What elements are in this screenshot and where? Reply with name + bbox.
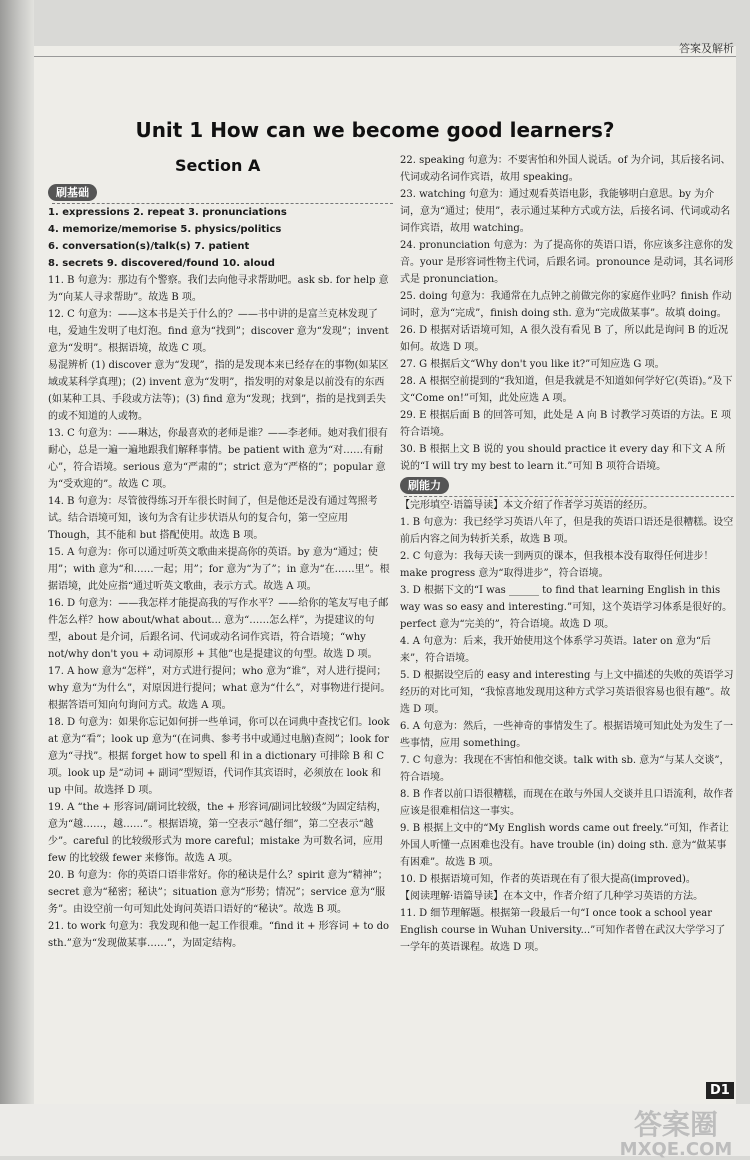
explanation: 18. D 句意为：如果你忘记如何拼一些单词，你可以在词典中查找它们。look at 意为“看”；look up 意为“(在词典、参考书中或通过电脑)查阅”；look for 意为“寻找”。根据 forget how to spell 和 in a dictionary 可排除 B 和 C 项。look up 是“动词 + 副词”型短语，代词作其宾语时，必须放在 look 和 up 中间。故选择 D 项。 (48, 717, 390, 796)
explanation: 22. speaking 句意为：不要害怕和外国人说话。of 为介词，其后接名词、代词或动名词作宾语，故用 speaking。 (400, 155, 731, 183)
explanation: 2. C 句意为：我每天读一到两页的课本，但我根本没有取得任何进步！make progress 意为“取得进步”，符合语境。 (400, 551, 714, 579)
explanation: 26. D 根据对话语境可知，A 很久没有看见 B 了，所以此是询问 B 的近况如何。故选 D 项。 (400, 325, 729, 353)
explanation: 4. A 句意为：后来，我开始使用这个体系学习英语。later on 意为“后来”，符合语境。 (400, 636, 711, 664)
explanation: 13. C 句意为：——琳达，你最喜欢的老师是谁？——李老师。她对我们很有耐心，总是一遍一遍地跟我们解释事情。be patient with 意为“对……有耐心”，符合语境。serious 意为“严肃的”；strict 意为“严格的”；popular 意为“受欢迎的”。故选 C 项。 (48, 428, 388, 490)
explanation: 17. A how 意为“怎样”，对方式进行提问；who 意为“谁”，对人进行提问；why 意为“为什么”，对原因进行提问；what 意为“什么”，对事物进行提问。根据答语可知向句询问方式。故选 A 项。 (48, 666, 391, 711)
explanation: 6. A 句意为：然后，一些神奇的事情发生了。根据语境可知此处为发生了一些事情，应用 something。 (400, 721, 734, 749)
explanation: 8. B 作者以前口语很糟糕，而现在在敢与外国人交谈并且口语流利，故作者应该是很难相信这一事实。 (400, 789, 734, 817)
right-column (400, 152, 734, 956)
explanation: 5. D 根据设空后的 easy and interesting 与上文中描述的失败的英语学习经历的对比可知，“我惊喜地发现用这种方式学习英语很容易也很有趣”。故选 D 项。 (400, 670, 734, 715)
explanation: 24. pronunciation 句意为：为了提高你的英语口语，你应该多注意你的发音。your 是形容词性物主代词，后跟名词。pronounce 是动词，其名词形式是 pronunciation。 (400, 240, 734, 285)
explanation: 10. D 根据语境可知，作者的英语现在有了很大提高(improved)。 (400, 874, 696, 885)
answer-line: 4. memorize/memorise 5. physics/politics (48, 224, 282, 235)
explanation: 19. A “the + 形容词/副词比较级，the + 形容词/副词比较级”为固定结构，意为“越……，越……”。根据语境，第一空表示“越仔细”，第二空表示“越少”。careful 的比较级形式为 more careful；mistake 为可数名词，应用 few 的比较级 fewer 来修饰。故选 A 项。 (48, 802, 387, 864)
explanation: 3. D 根据下文的“I was ______ to find that learning English in this way was so easy and interesting.”可知，这个英语学习体系是很好的。perfect 意为“完美的”，符合语境。故选 D 项。 (400, 585, 733, 630)
confusion-note: 易混辨析 (1) discover 意为“发现”，指的是发现本来已经存在的事物(如某区域或某科学真理)；(2) invent 意为“发明”，指发明的对象是以前没有的东西(如某种工具、手段或方法等)；(3) find 意为“发现；找到”，指的是找到丢失的或不知道的人或物。 (48, 360, 389, 422)
passage-guide: 【完形填空·语篇导读】本文介绍了作者学习英语的经历。 (400, 500, 654, 511)
explanation: 11. D 细节理解题。根据第一段最后一句“I once took a school year English course in Wuhan University...”可知作者曾在武汉大学学习了一学年的英语课程。故选 D 项。 (400, 908, 726, 953)
passage-guide: 【阅读理解·语篇导读】在本文中，作者介绍了几种学习英语的方法。 (400, 891, 704, 902)
watermark-line: MXQE.COM (619, 1139, 733, 1160)
tag-basic: 刷基础 (48, 184, 97, 201)
answer-line: 6. conversation(s)/talk(s) 7. patient (48, 241, 250, 252)
explanation: 21. to work 句意为：我发现和他一起工作很难。“find it + 形容词 + to do sth.”意为“发现做某事……”，为固定结构。 (48, 921, 390, 949)
answer-line: 1. expressions 2. repeat 3. pronunciations (48, 207, 287, 218)
page-number: D1 (706, 1082, 734, 1099)
explanation: 7. C 句意为：我现在不害怕和他交谈。talk with sb. 意为“与某人交谈”，符合语境。 (400, 755, 730, 783)
explanation: 23. watching 句意为：通过观看英语电影，我能够明白意思。by 为介词，意为“通过；使用”，表示通过某种方式或方法，后接名词、代词或动名词作宾语，故用 watching。 (400, 189, 731, 234)
explanation: 15. A 句意为：你可以通过听英文歌曲来提高你的英语。by 意为“通过；使用”；with 意为“和……一起；用”；for 意为“为了”；in 意为“在……里”。根据语境，此处应指“通过听英文歌曲，表示方式。故选 A 项。 (48, 547, 390, 592)
section-title: Section A (175, 156, 261, 175)
explanation: 9. B 根据上文中的“My English words came out freely.”可知，作者让外国人听懂一点困难也没有。have trouble (in) doing sth. 意为“做某事有困难”。故选 B 项。 (400, 823, 729, 868)
explanation: 28. A 根据空前提到的“我知道，但是我就是不知道如何学好它(英语)。”及下文“Come on!”可知，此处应选 A 项。 (400, 376, 733, 404)
explanation: 1. B 句意为：我已经学习英语八年了，但是我的英语口语还是很糟糕。设空前后内容之间为转折关系，故选 B 项。 (400, 517, 734, 545)
explanation: 14. B 句意为：尽管彼得练习开车很长时间了，但是他还是没有通过驾照考试。结合语境可知，该句为含有让步状语从句的复合句，第一空应用 Though，其不能和 but 搭配使用。故选 B 项。 (48, 496, 378, 541)
header-rule (34, 56, 736, 57)
explanation: 29. E 根据后面 B 的回答可知，此处是 A 向 B 讨教学习英语的方法。E 项符合语境。 (400, 410, 732, 438)
explanation: 27. G 根据后文“Why don't you like it?”可知应选 G 项。 (400, 359, 665, 370)
explanation: 12. C 句意为：——这本书是关于什么的？——书中讲的是富兰克林发现了电，爱迪生发明了电灯泡。find 意为“找到”；discover 意为“发现”；invent 意为“发明”。根据语境，故选 C 项。 (48, 309, 389, 354)
watermark (606, 1110, 746, 1160)
running-header: 答案及解析 (679, 42, 734, 55)
answer-line: 8. secrets 9. discovered/found 10. aloud (48, 258, 275, 269)
tag-ability: 刷能力 (400, 477, 449, 494)
explanation: 30. B 根据上文 B 说的 you should practice it every day 和下文 A 所说的“I will try my best to learn it.”可知 B 项符合语境。 (400, 444, 726, 472)
explanation: 25. doing 句意为：我通常在九点钟之前做完你的家庭作业吗？finish 作动词时，意为“完成”，finish doing sth. 意为“完成做某事”。故填 doing。 (400, 291, 732, 319)
unit-title: Unit 1 How can we become good learners? (135, 118, 615, 142)
book-spine (0, 0, 34, 1156)
left-column (48, 182, 393, 952)
explanation: 11. B 句意为：那边有个警察。我们去向他寻求帮助吧。ask sb. for help 意为“向某人寻求帮助”。故选 B 项。 (48, 275, 389, 303)
explanation: 16. D 句意为：——我怎样才能提高我的写作水平？——给你的笔友写电子邮件怎么样？how about/what about... 意为“……怎么样”，为提建议的句型，about 是介词，后跟名词、代词或动名词作宾语，符合语境；“why not/why don't you + 动词原形 + 其他”也是提建议的句型。故选 D 项。 (48, 598, 389, 660)
watermark-line: 答案圈 (633, 1108, 718, 1141)
explanation: 20. B 句意为：你的英语口语非常好。你的秘诀是什么？spirit 意为“精神”；secret 意为“秘密；秘诀”；situation 意为“形势；情况”；service 意为“服务”。由设空前一句可知此处询问英语口语好的“秘诀”。故选 B 项。 (48, 870, 388, 915)
